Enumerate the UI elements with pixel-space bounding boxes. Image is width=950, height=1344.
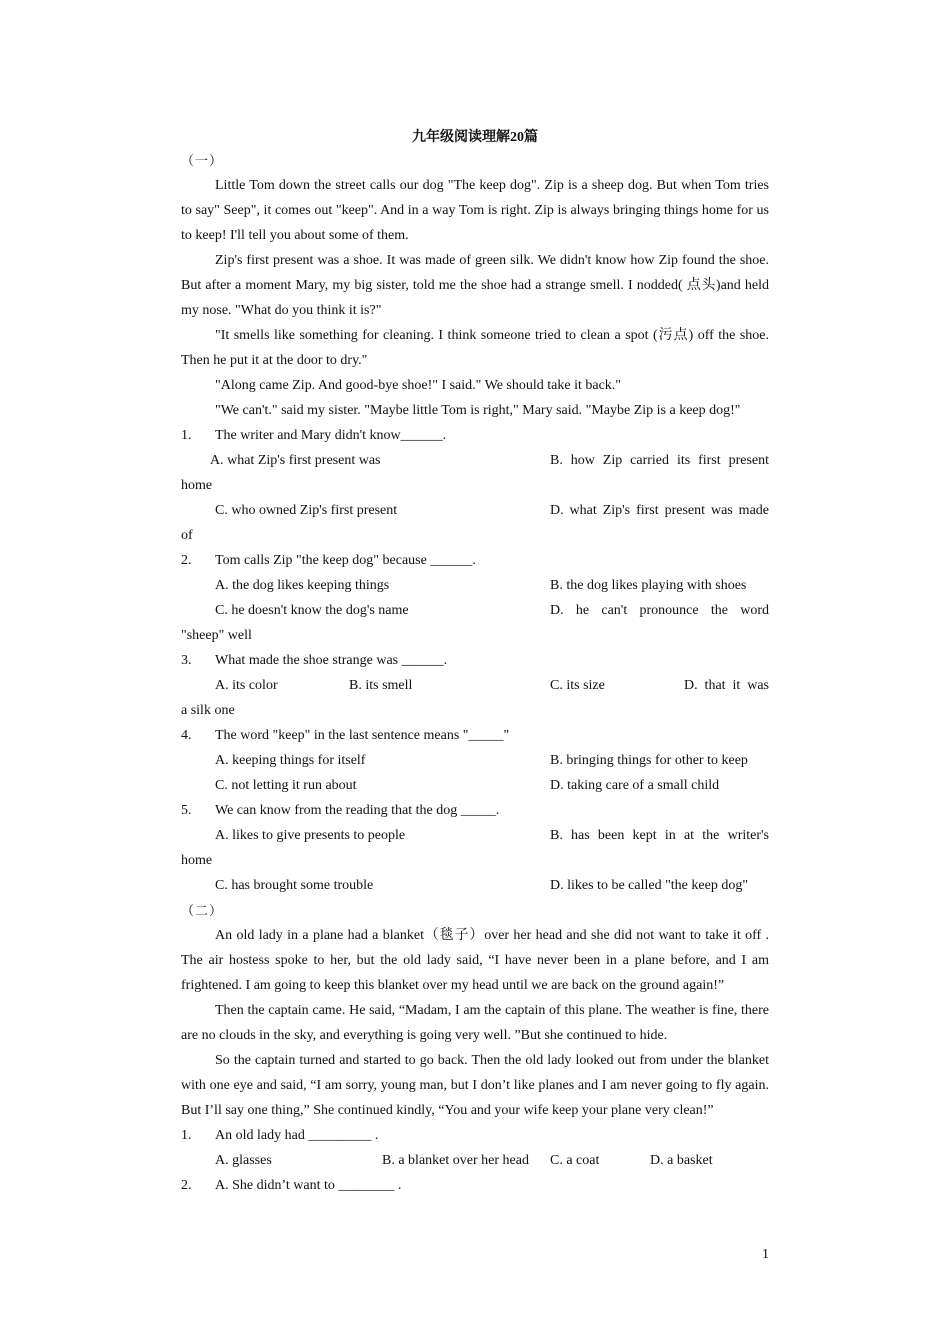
question	[181, 1173, 769, 1198]
question-number: 5.	[181, 803, 192, 818]
option-a: A. what Zip's first present was	[210, 453, 381, 468]
passage-1	[181, 148, 769, 1198]
option-d: D. that it was	[684, 678, 769, 693]
section-label: （二）	[181, 903, 224, 918]
question-stem: We can know from the reading that the dog _____.	[215, 803, 500, 818]
options	[181, 873, 769, 898]
option-d-continued: a silk one	[181, 703, 235, 718]
question-stem: The writer and Mary didn't know______.	[215, 428, 447, 443]
question-number: 1.	[181, 1128, 192, 1143]
paragraph: "We can't." said my sister. "Maybe little Tom is right," Mary said. "Maybe Zip is a keep dog!"	[215, 403, 741, 418]
option-b-continued: home	[181, 478, 213, 493]
options	[181, 573, 769, 598]
option-d: D. a basket	[650, 1153, 713, 1168]
question-stem: The word "keep" in the last sentence means "_____"	[215, 728, 510, 743]
question-stem: What made the shoe strange was ______.	[215, 653, 448, 668]
paragraph: Then the captain came. He said, “Madam, I am the captain of this plane. The weather is fine, there are no clouds in the sky, and everything is going very well. ”But she continued to hide.	[181, 1003, 769, 1043]
option-c: C. its size	[550, 678, 605, 693]
options	[181, 1148, 769, 1173]
paragraph: "It smells like something for cleaning. I think someone tried to clean a spot (污点) off the shoe. Then he put it at the door to dry."	[181, 328, 769, 368]
question-stem: Tom calls Zip "the keep dog" because ______.	[215, 553, 476, 568]
question	[181, 648, 769, 673]
paragraph: An old lady in a plane had a blanket（毯子）over her head and she did not want to take it off . The air hostess spoke to her, but the old lady said, “I have never been in a plane before, and I am frightened. I am going to keep this blanket over my head until we are back on the ground again!”	[181, 928, 769, 993]
option-c: C. not letting it run about	[215, 778, 357, 793]
option-a: A. glasses	[215, 1153, 272, 1168]
option-c: C. a coat	[550, 1153, 600, 1168]
page-title: 九年级阅读理解20篇	[412, 130, 538, 145]
option-a: A. keeping things for itself	[215, 753, 366, 768]
paragraph: Little Tom down the street calls our dog "The keep dog". Zip is a sheep dog. But when Tom tries to say" Seep", it comes out "keep". And in a way Tom is right. Zip is always bringing things home for us to keep! I'll tell you about some of them.	[181, 178, 769, 243]
question-number: 4.	[181, 728, 192, 743]
option-b: B. how Zip carried its first present	[550, 453, 769, 468]
question-number: 1.	[181, 428, 192, 443]
question-stem: An old lady had _________ .	[215, 1128, 379, 1143]
option-b: B. has been kept in at the writer's	[550, 828, 769, 843]
option-b-continued: home	[181, 853, 213, 868]
option-b: B. the dog likes playing with shoes	[550, 578, 747, 593]
question	[181, 1123, 769, 1148]
section-label: （一）	[181, 153, 224, 168]
options	[181, 598, 769, 648]
question	[181, 798, 769, 823]
question-stem: A. She didn’t want to ________ .	[215, 1178, 402, 1193]
option-d: D. likes to be called "the keep dog"	[550, 878, 749, 893]
question-number: 2.	[181, 553, 192, 568]
paragraph: Zip's first present was a shoe. It was made of green silk. We didn't know how Zip found the shoe. But after a moment Mary, my big sister, told me the shoe had a strange smell. I nodded( 点头)and held my nose. "What do you think it is?"	[181, 253, 769, 318]
option-b: B. a blanket over her head	[382, 1153, 529, 1168]
option-d-continued: "sheep" well	[181, 628, 252, 643]
question-number: 2.	[181, 1178, 192, 1193]
option-a: A. its color	[215, 678, 278, 693]
option-d: D. he can't pronounce the word	[550, 603, 769, 618]
question	[181, 423, 769, 448]
options	[181, 748, 769, 773]
options	[181, 448, 769, 498]
options	[181, 773, 769, 798]
option-c: C. he doesn't know the dog's name	[215, 603, 409, 618]
option-d-continued: of	[181, 528, 193, 543]
option-a: A. the dog likes keeping things	[215, 578, 390, 593]
question	[181, 723, 769, 748]
option-c: C. who owned Zip's first present	[215, 503, 398, 518]
options	[181, 673, 769, 723]
option-d: D. taking care of a small child	[550, 778, 720, 793]
option-a: A. likes to give presents to people	[215, 828, 406, 843]
paragraph: "Along came Zip. And good-bye shoe!" I said." We should take it back."	[215, 378, 621, 393]
option-c: C. has brought some trouble	[215, 878, 374, 893]
page-number: 1	[762, 1247, 769, 1262]
option-b: B. bringing things for other to keep	[550, 753, 748, 768]
options	[181, 498, 769, 548]
options	[181, 823, 769, 873]
question	[181, 548, 769, 573]
option-d: D. what Zip's first present was made	[550, 503, 769, 518]
question-number: 3.	[181, 653, 192, 668]
paragraph: So the captain turned and started to go back. Then the old lady looked out from under the blanket with one eye and said, “I am sorry, young man, but I don’t like planes and I am never going to fly again. But I’ll say one thing,” She continued kindly, “You and your wife keep your plane very clean!”	[181, 1053, 769, 1118]
option-b: B. its smell	[349, 678, 413, 693]
